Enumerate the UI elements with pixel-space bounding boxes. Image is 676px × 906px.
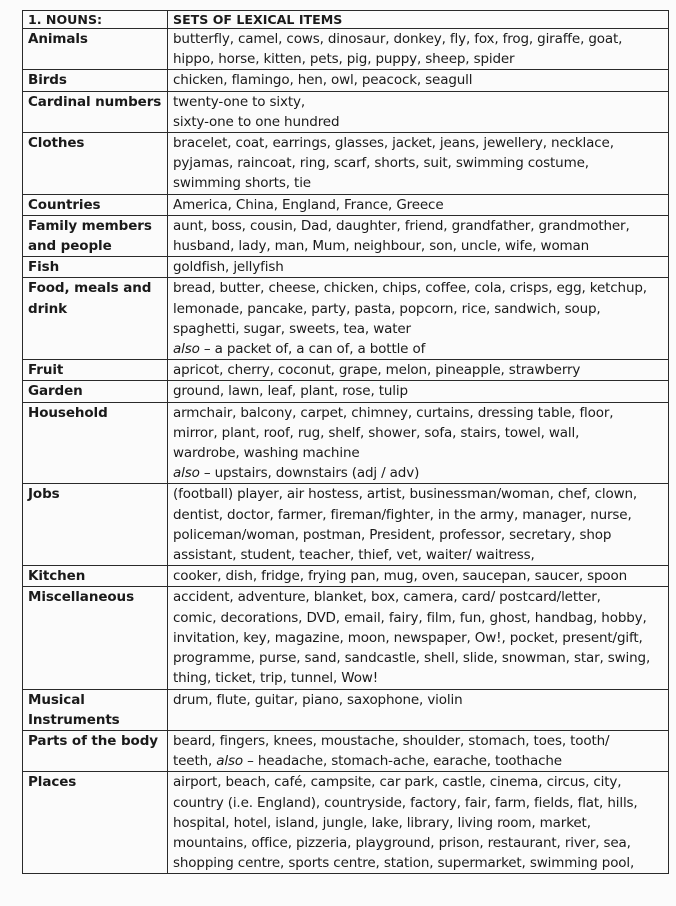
items-text: hospital, hotel, island, jungle, lake, library, living room, market, xyxy=(173,814,591,831)
category-cell xyxy=(23,484,168,566)
category-cell xyxy=(23,402,168,484)
category-cell xyxy=(23,133,168,195)
items-line xyxy=(173,319,665,339)
items-text: goldfish, jellyfish xyxy=(173,259,284,276)
items-text: bracelet, coat, earrings, glasses, jacket, jeans, jewellery, necklace, xyxy=(173,135,614,152)
items-line xyxy=(173,112,665,132)
items-cell xyxy=(168,381,669,402)
table-body xyxy=(23,11,669,874)
also-label: also xyxy=(173,465,200,482)
table-row xyxy=(23,70,669,91)
items-line xyxy=(173,92,665,112)
table-row xyxy=(23,484,669,566)
category-label: Places xyxy=(28,774,77,791)
items-line xyxy=(173,648,665,668)
items-line xyxy=(173,751,665,771)
items-cell xyxy=(168,360,669,381)
header-category-cell: 1. NOUNS: xyxy=(23,11,168,29)
category-label: Garden xyxy=(28,383,83,400)
items-text: – a packet of, a can of, a bottle of xyxy=(199,341,426,358)
items-cell xyxy=(168,484,669,566)
items-line xyxy=(173,833,665,853)
items-line xyxy=(173,668,665,688)
table-row xyxy=(23,381,669,402)
lexical-items-table xyxy=(22,10,669,874)
also-label: also xyxy=(216,753,244,770)
table-row xyxy=(23,133,669,195)
items-cell xyxy=(168,91,669,132)
items-text: chicken, flamingo, hen, owl, peacock, seagull xyxy=(173,72,473,89)
items-line xyxy=(173,278,665,298)
category-cell xyxy=(23,257,168,278)
items-text: shopping centre, sports centre, station, supermarket, swimming pool, xyxy=(173,855,635,872)
table-row xyxy=(23,402,669,484)
items-cell xyxy=(168,402,669,484)
category-cell xyxy=(23,360,168,381)
items-text: assistant, student, teacher, thief, vet, waiter/ waitress, xyxy=(173,547,535,564)
items-text: lemonade, pancake, party, pasta, popcorn, rice, sandwich, soup, xyxy=(173,300,601,317)
items-line xyxy=(173,153,665,173)
category-cell xyxy=(23,587,168,689)
table-row xyxy=(23,194,669,215)
items-text: spaghetti, sugar, sweets, tea, water xyxy=(173,320,411,337)
category-label: Musical xyxy=(28,691,85,708)
category-cell xyxy=(23,566,168,587)
category-label: Birds xyxy=(28,72,67,89)
items-line xyxy=(173,813,665,833)
items-line xyxy=(173,29,665,49)
items-text: ground, lawn, leaf, plant, rose, tulip xyxy=(173,383,408,400)
category-label: Animals xyxy=(28,31,88,47)
category-label: drink xyxy=(28,300,68,317)
items-text: aunt, boss, cousin, Dad, daughter, friend, grandfather, grandmother, xyxy=(173,217,630,234)
category-cell xyxy=(23,381,168,402)
items-line xyxy=(173,70,665,90)
items-cell xyxy=(168,194,669,215)
items-text: cooker, dish, fridge, frying pan, mug, oven, saucepan, saucer, spoon xyxy=(173,568,628,585)
items-text: – upstairs, downstairs (adj / adv) xyxy=(199,465,420,482)
items-text: sixty-one to one hundred xyxy=(173,113,340,130)
table-row xyxy=(23,587,669,689)
items-text: America, China, England, France, Greece xyxy=(173,196,444,213)
category-label: and people xyxy=(28,238,112,255)
category-label: Family members xyxy=(28,217,152,234)
items-line xyxy=(173,216,665,236)
category-cell xyxy=(23,278,168,360)
category-cell xyxy=(23,91,168,132)
items-line xyxy=(173,299,665,319)
items-line xyxy=(173,525,665,545)
items-text: beard, fingers, knees, moustache, shoulder, stomach, toes, tooth/ xyxy=(173,732,610,749)
items-text: hippo, horse, kitten, pets, pig, puppy, sheep, spider xyxy=(173,51,515,68)
items-line xyxy=(173,566,665,586)
items-text: pyjamas, raincoat, ring, scarf, shorts, suit, swimming costume, xyxy=(173,155,589,172)
category-cell xyxy=(23,730,168,771)
items-line xyxy=(173,793,665,813)
items-text: (football) player, air hostess, artist, businessman/woman, chef, clown, xyxy=(173,486,638,503)
category-label: Parts of the body xyxy=(28,732,158,749)
table-row xyxy=(23,360,669,381)
category-label: Instruments xyxy=(28,711,120,728)
table-row xyxy=(23,215,669,256)
items-text: husband, lady, man, Mum, neighbour, son, uncle, wife, woman xyxy=(173,238,590,255)
items-line xyxy=(173,257,665,277)
items-line xyxy=(173,195,665,215)
category-label: Jobs xyxy=(28,486,60,503)
items-line xyxy=(173,710,665,730)
table-row xyxy=(23,730,669,771)
category-cell xyxy=(23,215,168,256)
items-line xyxy=(173,545,665,565)
category-cell xyxy=(23,70,168,91)
category-label: Fish xyxy=(28,259,60,276)
category-label: Countries xyxy=(28,196,101,213)
items-line xyxy=(173,173,665,193)
items-text: drum, flute, guitar, piano, saxophone, violin xyxy=(173,691,463,708)
items-cell xyxy=(168,689,669,730)
table-header-row xyxy=(23,11,669,29)
header-items-cell: SETS OF LEXICAL ITEMS xyxy=(168,11,669,29)
items-text: twenty-one to sixty, xyxy=(173,93,305,110)
items-line xyxy=(173,339,665,359)
items-text: policeman/woman, postman, President, professor, secretary, shop xyxy=(173,526,612,543)
category-cell xyxy=(23,689,168,730)
items-line xyxy=(173,628,665,648)
items-cell xyxy=(168,215,669,256)
items-cell xyxy=(168,730,669,771)
category-label: Household xyxy=(28,404,108,421)
items-line xyxy=(173,731,665,751)
items-cell xyxy=(168,257,669,278)
items-cell xyxy=(168,772,669,874)
category-cell xyxy=(23,29,168,70)
items-text: airport, beach, café, campsite, car park, castle, cinema, circus, city, xyxy=(173,774,622,791)
items-cell xyxy=(168,587,669,689)
items-cell xyxy=(168,566,669,587)
table-row xyxy=(23,689,669,730)
table-row xyxy=(23,566,669,587)
items-line xyxy=(173,587,665,607)
items-text: mountains, office, pizzeria, playground, prison, restaurant, river, sea, xyxy=(173,834,631,851)
also-label: also xyxy=(173,341,200,358)
items-text: programme, purse, sand, sandcastle, shell, slide, snowman, star, swing, xyxy=(173,650,651,667)
items-line xyxy=(173,133,665,153)
category-label: Clothes xyxy=(28,135,85,152)
items-line xyxy=(173,236,665,256)
items-text: apricot, cherry, coconut, grape, melon, pineapple, strawberry xyxy=(173,362,581,379)
items-line xyxy=(173,463,665,483)
category-label: Miscellaneous xyxy=(28,589,135,606)
items-text: armchair, balcony, carpet, chimney, curtains, dressing table, floor, xyxy=(173,404,614,421)
items-line xyxy=(173,853,665,873)
items-text: comic, decorations, DVD, email, fairy, film, fun, ghost, handbag, hobby, xyxy=(173,609,647,626)
items-text: wardrobe, washing machine xyxy=(173,445,360,462)
items-text: butterfly, camel, cows, dinosaur, donkey, fly, fox, frog, giraffe, goat, xyxy=(173,31,623,47)
items-text: country (i.e. England), countryside, factory, fair, farm, fields, flat, hills, xyxy=(173,794,638,811)
table-row xyxy=(23,257,669,278)
table-row xyxy=(23,29,669,70)
items-text: swimming shorts, tie xyxy=(173,175,311,192)
items-line xyxy=(173,505,665,525)
items-line xyxy=(173,484,665,504)
category-cell xyxy=(23,772,168,874)
items-text: mirror, plant, roof, rug, shelf, shower, sofa, stairs, towel, wall, xyxy=(173,424,580,441)
table-row xyxy=(23,91,669,132)
category-label: Cardinal numbers xyxy=(28,93,162,110)
items-text: invitation, key, magazine, moon, newspaper, Ow!, pocket, present/gift, xyxy=(173,629,643,646)
items-line xyxy=(173,360,665,380)
category-cell xyxy=(23,194,168,215)
items-text: dentist, doctor, farmer, fireman/fighter, in the army, manager, nurse, xyxy=(173,506,632,523)
items-text: accident, adventure, blanket, box, camera, card/ postcard/letter, xyxy=(173,589,601,606)
items-line xyxy=(173,443,665,463)
category-label: Kitchen xyxy=(28,568,86,585)
items-cell xyxy=(168,29,669,70)
items-line xyxy=(173,423,665,443)
items-line xyxy=(173,608,665,628)
items-text: teeth, xyxy=(173,753,217,770)
items-line xyxy=(173,403,665,423)
table-row xyxy=(23,278,669,360)
items-line xyxy=(173,690,665,710)
items-text: – headache, stomach-ache, earache, toothache xyxy=(243,753,562,770)
items-cell xyxy=(168,133,669,195)
category-label: Fruit xyxy=(28,362,64,379)
items-line xyxy=(173,381,665,401)
category-label: Food, meals and xyxy=(28,280,152,297)
items-line xyxy=(173,772,665,792)
items-text: thing, ticket, trip, tunnel, Wow! xyxy=(173,670,378,687)
items-text: bread, butter, cheese, chicken, chips, coffee, cola, crisps, egg, ketchup, xyxy=(173,280,647,297)
items-cell xyxy=(168,278,669,360)
table-row xyxy=(23,772,669,874)
items-cell xyxy=(168,70,669,91)
items-line xyxy=(173,49,665,69)
